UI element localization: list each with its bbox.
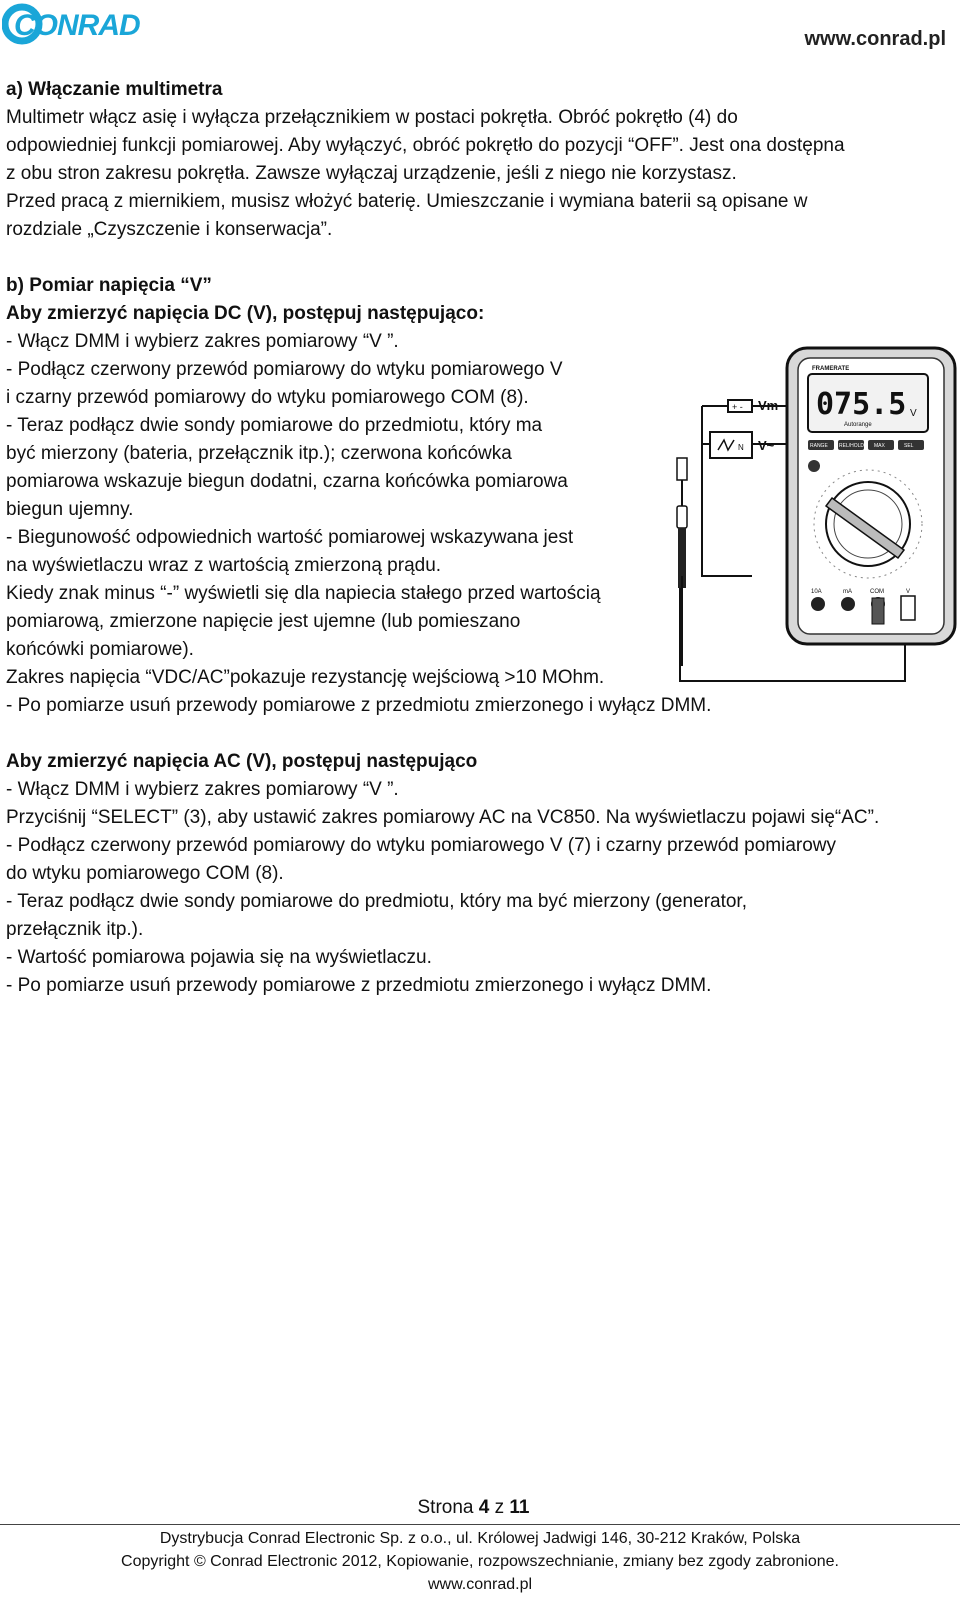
svg-text:N: N [738,443,744,452]
ac-line: Przyciśnij “SELECT” (3), aby ustawić zakres pomiarowy AC na VC850. Na wyświetlaczu pojawi się“AC”. [6,807,880,828]
dc-line: końcówki pomiarowe). [6,639,194,660]
power-button[interactable] [808,460,820,472]
hold-button-label: REL/HOLD [839,443,865,449]
header-url[interactable]: www.conrad.pl [804,28,946,50]
dc-line: - Biegunowość odpowiednich wartość pomiarowej wskazywana jest [6,527,574,548]
jack-10a [811,597,825,611]
section-a-heading: a) Włączanie multimetra [6,79,223,100]
section-a-line: Przed pracą z miernikiem, musisz włożyć baterię. Umieszczanie i wymiana baterii są opisane w [6,191,808,212]
test-probe [677,506,687,666]
conrad-logo [2,2,162,51]
jack-label-v: V [906,589,911,595]
vac-label: V~ [758,438,775,453]
dc-line: biegun ujemny. [6,499,134,520]
dc-line: - Podłącz czerwony przewód pomiarowy do wtyku pomiarowego V [6,359,563,380]
spacer [6,244,946,272]
battery-icon [728,400,752,412]
ac-line: - Po pomiarze usuń przewody pomiarowe z przedmiotu zmierzonego i wyłącz DMM. [6,975,712,996]
brand-label: FRAMERATE [812,366,850,372]
section-a-line: rozdziale „Czyszczenie i konserwacja”. [6,219,333,240]
range-button-label: RANGE [810,443,828,449]
ac-heading: Aby zmierzyć napięcia AC (V), postępuj następująco [6,751,478,772]
section-b-heading: b) Pomiar napięcia “V” [6,275,212,296]
max-button-label: MAX [874,443,885,449]
multimeter-figure [672,346,958,691]
dc-line: - Włącz DMM i wybierz zakres pomiarowy “V ”. [6,331,399,352]
page-footer [0,1496,960,1596]
com-plug [872,598,884,624]
dc-line: być mierzony (bateria, przełącznik itp.); czerwona końcówka [6,443,512,464]
ac-source-icon [710,432,752,458]
page-total: 11 [509,1497,530,1518]
footer-address: Dystrybucja Conrad Electronic Sp. z o.o., ul. Królowej Jadwigi 146, 30-212 Kraków, Polska [159,1530,801,1547]
jack-label-ma: mA [843,589,852,595]
dc-line: na wyświetlaczu wraz z wartością zmierzoną prądu. [6,555,442,576]
ac-line: - Podłącz czerwony przewód pomiarowy do wtyku pomiarowego V (7) i czarny przewód pomiarowy [6,835,836,856]
footer-copyright: Copyright © Conrad Electronic 2012, Kopiowanie, rozpowszechnianie, zmiany bez zgody zabronione. [121,1553,839,1570]
ac-line: - Wartość pomiarowa pojawia się na wyświetlaczu. [6,947,432,968]
svg-text:+ -: + - [732,402,743,412]
ac-line: do wtyku pomiarowego COM (8). [6,863,284,884]
section-a-line: Multimetr włącz asię i wyłącza przełącznikiem w postaci pokrętła. Obróć pokrętło (4) do [6,107,738,128]
section-a-line: z obu stron zakresu pokrętła. Zawsze wyłączaj urządzenie, jeśli z niego nie korzystasz. [6,163,737,184]
page-prefix: Strona [417,1497,474,1518]
section-a-line: odpowiedniej funkcji pomiarowej. Aby wyłączyć, obróć pokrętło do pozycji “OFF”. Jest ona dostępna [6,135,845,156]
ac-line: - Włącz DMM i wybierz zakres pomiarowy “V ”. [6,779,399,800]
select-button-label: SEL [904,443,914,449]
jack-label-10a: 10A [811,589,822,595]
fuse-icon [677,458,687,480]
page-sep: z [494,1497,505,1518]
dc-line: i czarny przewód pomiarowy do wtyku pomiarowego COM (8). [6,387,529,408]
lcd-unit: V [910,408,917,419]
page-current: 4 [478,1497,490,1518]
spacer [6,720,946,748]
lcd-reading: 075.5 [816,387,907,422]
dc-line: pomiarowa wskazuje biegun dodatni, czarna końcówka pomiarowa [6,471,568,492]
footer-url[interactable]: www.conrad.pl [427,1576,533,1593]
ac-line: - Teraz podłącz dwie sondy pomiarowe do predmiotu, który ma być mierzony (generator, [6,891,747,912]
lcd-mode: Autorange [844,422,872,428]
dc-line: - Teraz podłącz dwie sondy pomiarowe do przedmiotu, który ma [6,415,543,436]
vm-label: Vm [758,398,779,413]
jack-ma [841,597,855,611]
meter-body [787,348,955,644]
dc-line: pomiarową, zmierzone napięcie jest ujemne (lub pomieszano [6,611,521,632]
dc-heading: Aby zmierzyć napięcia DC (V), postępuj następująco: [6,303,485,324]
page-number [0,1496,960,1520]
footer-divider [0,1524,960,1525]
ac-line: przełącznik itp.). [6,919,144,940]
jack-label-com: COM [870,589,884,595]
dc-line: Kiedy znak minus “-” wyświetli się dla napiecia stałego przed wartością [6,583,601,604]
v-plug [901,596,915,620]
logo-text: CONRAD [14,9,140,42]
dc-line: Zakres napięcia “VDC/AC”pokazuje rezystancję wejściową >10 MOhm. [6,667,605,688]
dc-line: - Po pomiarze usuń przewody pomiarowe z przedmiotu zmierzonego i wyłącz DMM. [6,695,712,716]
